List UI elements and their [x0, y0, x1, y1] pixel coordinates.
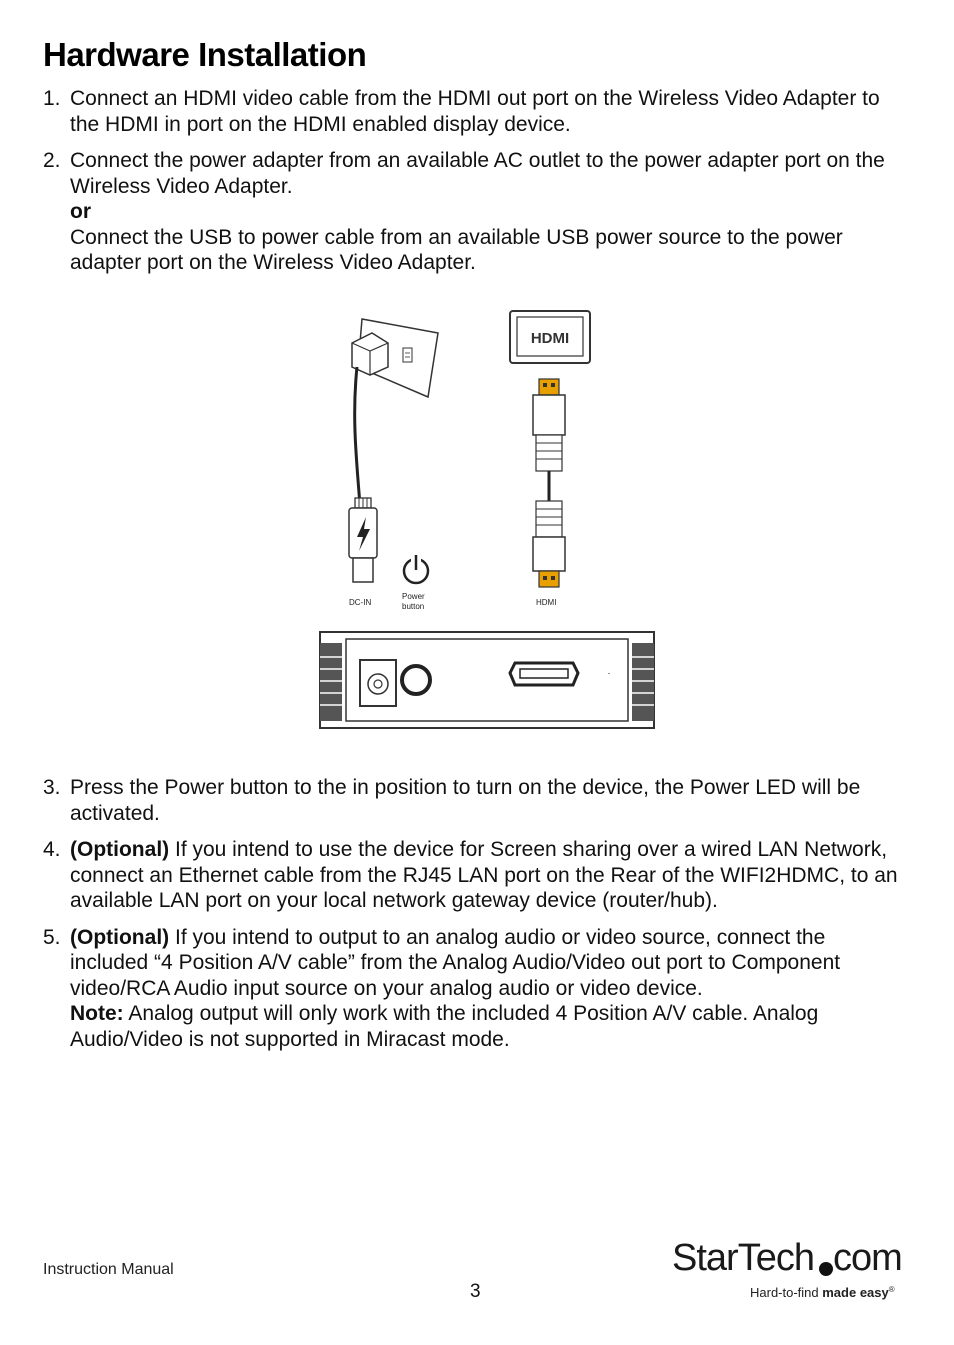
- page-title: Hardware Installation: [43, 36, 367, 73]
- step-number: 1.: [43, 87, 61, 110]
- power-cable: [355, 367, 360, 505]
- steps-list-top: [43, 86, 903, 287]
- power-button-label-line2: button: [402, 602, 425, 611]
- startech-logo: [670, 1230, 915, 1305]
- step-number: 2.: [43, 149, 61, 172]
- steps-list-bottom: [43, 775, 903, 1063]
- step-5: [43, 925, 903, 1053]
- footer-manual-label: Instruction Manual: [43, 1261, 174, 1278]
- hdmi-port-label: HDMI: [536, 598, 557, 607]
- step-text: Press the Power button to the in position to turn on the device, the Power LED will be activated.: [70, 776, 861, 825]
- optional-label: (Optional): [70, 925, 170, 949]
- logo-dot-icon: [819, 1262, 833, 1276]
- step-number: 4.: [43, 838, 61, 861]
- tagline-mark: ®: [888, 1285, 895, 1294]
- step-3: [43, 775, 903, 826]
- hdmi-screen-label: HDMI: [530, 330, 570, 347]
- or-separator: or: [70, 200, 91, 223]
- page-number: 3: [470, 1281, 481, 1302]
- power-button-label-line1: Power: [402, 592, 425, 601]
- step-text: If you intend to use the device for Screen sharing over a wired LAN Network, connect an Ethernet cable from the RJ45 LAN port on the Rear of the WIFI2HDMC, to an available LAN port on your local network gateway device (router/hub).: [70, 838, 898, 912]
- hardware-connection-diagram: [312, 305, 662, 735]
- logo-suffix: com: [833, 1237, 902, 1279]
- optional-label: (Optional): [70, 838, 170, 861]
- step-number: 3.: [43, 776, 61, 799]
- step-4: [43, 837, 903, 914]
- note-text: Analog output will only work with the included 4 Position A/V cable. Analog Audio/Video is not supported in Miracast mode.: [70, 1002, 819, 1051]
- step-number: 5.: [43, 925, 61, 949]
- hdmi-cable-icon: [533, 379, 565, 587]
- step-2: [43, 148, 903, 276]
- tagline-light: Hard-to-find: [750, 1285, 823, 1300]
- step-text: Connect an HDMI video cable from the HDMI out port on the Wireless Video Adapter to the HDMI in port on the HDMI enabled display device.: [70, 87, 880, 136]
- step-text: Connect the power adapter from an available AC outlet to the power adapter port on the Wireless Video Adapter.: [70, 149, 885, 198]
- power-button-icon: [404, 555, 428, 583]
- dc-in-label: DC-IN: [349, 598, 372, 607]
- step-1: [43, 86, 903, 137]
- step-alt-text: Connect the USB to power cable from an available USB power source to the power adapter port on the Wireless Video Adapter.: [70, 225, 843, 274]
- hdmi-display-icon: [510, 311, 590, 363]
- wireless-video-adapter-icon: [320, 632, 654, 728]
- logo-brand: StarTech: [672, 1237, 814, 1279]
- logo-tagline: [750, 1285, 895, 1300]
- step-text: If you intend to output to an analog audio or video source, connect the included “4 Position A/V cable” from the Analog Audio/Video out port to Component video/RCA Audio input source on your analog audio or video device.: [70, 925, 841, 1000]
- dc-plug-icon: [349, 498, 377, 582]
- note-label: Note:: [70, 1002, 124, 1025]
- tagline-bold: made easy: [822, 1285, 889, 1300]
